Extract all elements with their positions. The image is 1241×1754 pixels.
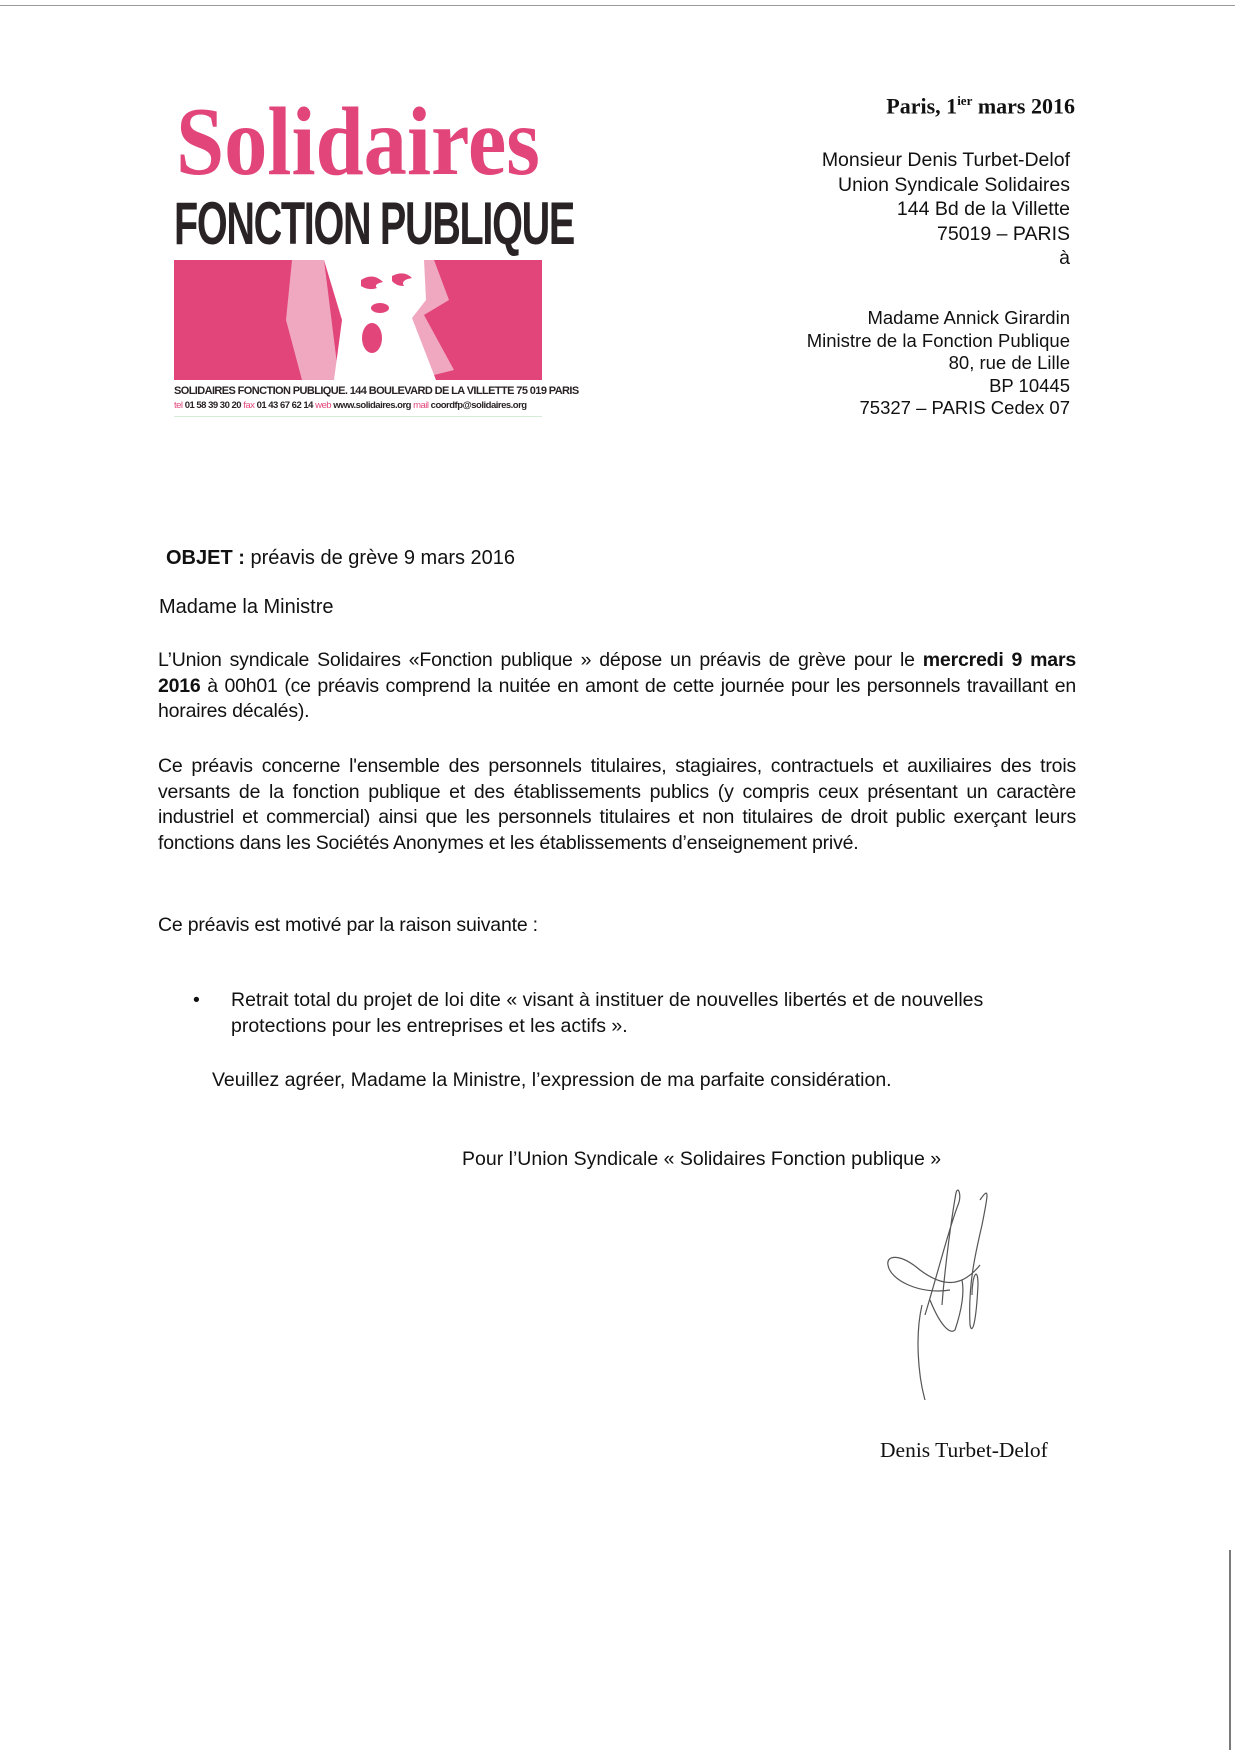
sender-address <box>822 148 1070 271</box>
paragraph-scope: Ce préavis concerne l'ensemble des personnels titulaires, stagiaires, contractuels et auxiliaires des trois versants de la fonction publique et des établissements publics (y compris ceux présentant un caractère industriel et commercial) ainsi que les personnels titulaires et non titulaires de droit public exerçant leurs fonctions dans les Sociétés Anonymes et les établissements d’enseignement privé. <box>158 755 1076 854</box>
web-label: web <box>315 400 332 411</box>
fax-number: 01 43 67 62 14 <box>256 400 313 411</box>
paragraph-strike-notice <box>158 648 1076 725</box>
fax-label: fax <box>243 400 255 411</box>
mail-label: mail <box>413 400 429 411</box>
salutation: Madame la Ministre <box>159 596 334 618</box>
date-prefix: Paris, 1 <box>886 93 958 119</box>
handwritten-signature <box>860 1185 1010 1415</box>
letter-date <box>886 93 1075 119</box>
paragraph1-lead: L’Union syndicale Solidaires «Fonction publique » dépose un préavis de grève pour le <box>158 649 923 671</box>
strike-date: mercredi 9 mars 2016 <box>158 649 1076 697</box>
recipient-line: Madame Annick Girardin <box>867 307 1070 328</box>
recipient-line: Ministre de la Fonction Publique <box>806 329 1070 351</box>
signer-name: Denis Turbet-Delof <box>880 1438 1048 1462</box>
recipient-line: 80, rue de Lille <box>948 352 1070 373</box>
date-superscript: ier <box>957 93 973 108</box>
page-right-edge-rule <box>1229 1550 1231 1750</box>
logo-subtitle: FONCTION PUBLIQUE <box>174 190 574 257</box>
logo-word-text: Solidaires <box>176 88 540 196</box>
sender-line: 144 Bd de la Villette <box>896 198 1070 220</box>
tel-number: 01 58 39 30 20 <box>184 400 242 411</box>
tel-label: tel <box>174 400 183 411</box>
logo-address-line: SOLIDAIRES FONCTION PUBLIQUE. 144 BOULEVARD DE LA VILLETTE 75 019 PARIS <box>174 385 579 397</box>
sender-line: Monsieur Denis Turbet-Delof <box>821 149 1070 171</box>
recipient-line: 75327 – PARIS Cedex 07 <box>859 397 1070 418</box>
sender-line: Union Syndicale Solidaires <box>838 173 1070 196</box>
sender-line: à <box>1059 247 1070 269</box>
recipient-address <box>807 307 1070 420</box>
web-address: www.solidaires.org <box>333 400 411 411</box>
paragraph1-rest: à 00h01 (ce préavis comprend la nuitée en amont de cette journée pour les personnels travaillant en horaires décalés). <box>158 674 1076 722</box>
paragraph-reason-intro: Ce préavis est motivé par la raison suivante : <box>158 914 538 936</box>
reason-text: Retrait total du projet de loi dite « visant à instituer de nouvelles libertés et de nouvelles protections pour les entreprises et les actifs ». <box>231 989 984 1037</box>
mail-address: coordfp@solidaires.org <box>430 400 527 411</box>
bullet-icon: • <box>193 989 200 1011</box>
recipient-line: BP 10445 <box>989 374 1070 396</box>
sender-line: 75019 – PARIS <box>937 222 1070 245</box>
page-top-rule <box>0 5 1235 6</box>
subject-line <box>166 547 515 570</box>
logo-contact-line <box>174 400 542 411</box>
closing-formula: Veuillez agréer, Madame la Ministre, l’expression de ma parfaite considération. <box>212 1069 892 1091</box>
solidaires-logo <box>174 88 579 418</box>
logo-face-banner <box>174 260 542 380</box>
subject-label: OBJET : <box>166 547 245 569</box>
signature-for-line: Pour l’Union Syndicale « Solidaires Fonction publique » <box>462 1148 942 1170</box>
logo-wordmark <box>174 88 542 196</box>
date-suffix: mars 2016 <box>972 93 1075 119</box>
subject-text: préavis de grève 9 mars 2016 <box>244 547 516 569</box>
logo-divider <box>174 416 542 417</box>
